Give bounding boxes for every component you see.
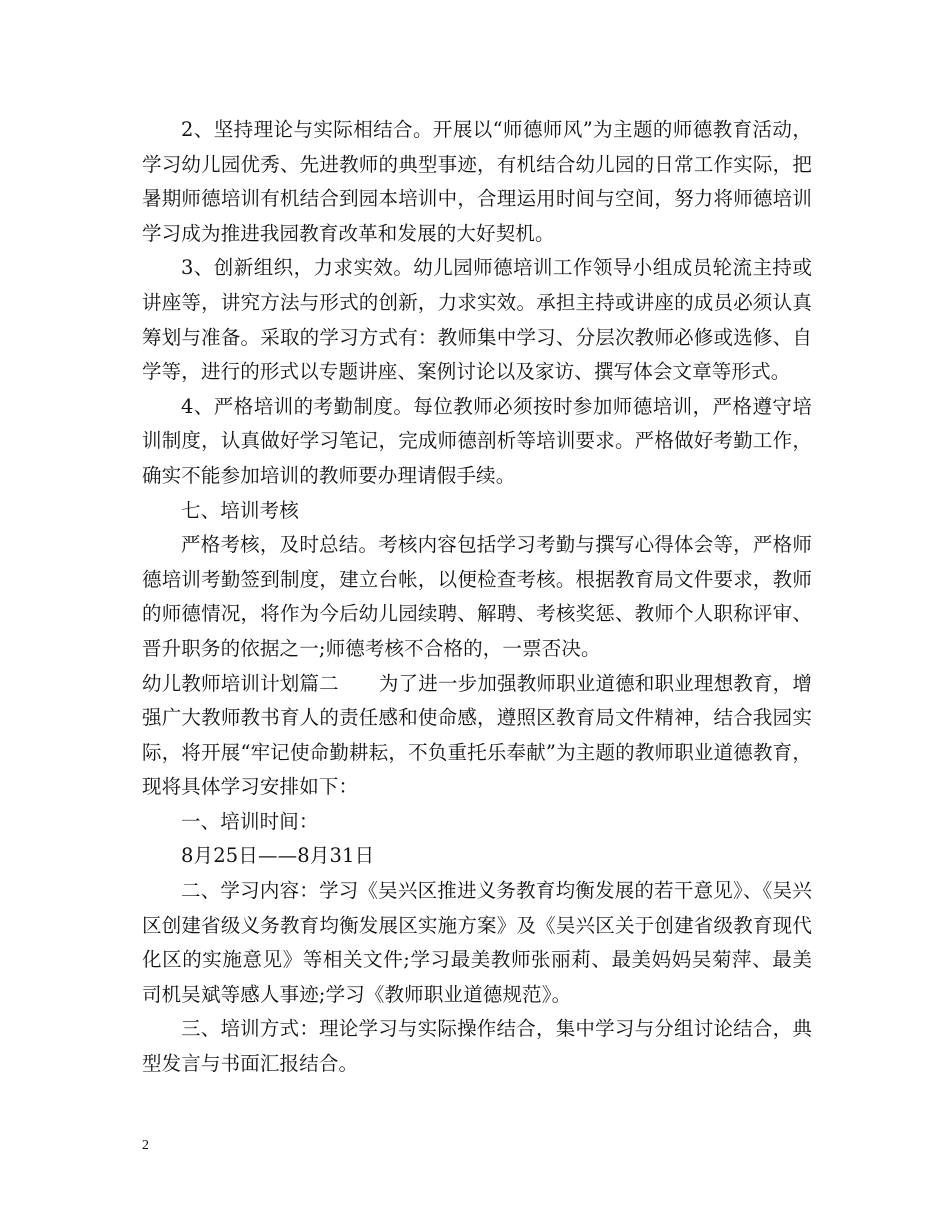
heading-training-assessment: 七、培训考核 (181, 498, 299, 522)
paragraph-section-two-intro (142, 667, 812, 805)
section-intro-text: 为了进一步加强教师职业道德和职业理想教育，增强广大教师教书育人的责任感和使命感，遵照区教育局文件精神，结合我园实际，将开展“牢记使命勤耕耘，不负重托乐奉献”为主题的教师职业道德教育，现将具体学习安排如下： (142, 671, 812, 799)
item-training-time-heading: 一、培训时间： (181, 809, 319, 833)
paragraph-principle-4: 4、严格培训的考勤制度。每位教师必须按时参加师德培训，严格遵守培训制度，认真做好学习笔记，完成师德剖析等培训要求。严格做好考勤工作，确实不能参加培训的教师要办理请假手续。 (142, 394, 812, 487)
item-study-content: 二、学习内容：学习《吴兴区推进义务教育均衡发展的若干意见》、《吴兴区创建省级义务教育均衡发展区实施方案》及《吴兴区关于创建省级教育现代化区的实施意见》等相关文件;学习最美教师张丽莉、最美妈妈吴菊萍、最美司机吴斌等感人事迹;学习《教师职业道德规范》。 (142, 879, 812, 1006)
section-title: 幼儿教师培训计划篇二 (142, 671, 339, 695)
paragraph-principle-3: 3、创新组织，力求实效。幼儿园师德培训工作领导小组成员轮流主持或讲座等，讲究方法与形式的创新，力求实效。承担主持或讲座的成员必须认真筹划与准备。采取的学习方式有：教师集中学习、分层次教师必修或选修、自学等，进行的形式以专题讲座、案例讨论以及家访、撰写体会文章等形式。 (142, 256, 812, 384)
paragraph-principle-2: 2、坚持理论与实际相结合。开展以“师德师风”为主题的师德教育活动，学习幼儿园优秀、先进教师的典型事迹，有机结合幼儿园的日常工作实际，把暑期师德培训有机结合到园本培训中，合理运用时间与空间，努力将师德培训学习成为推进我园教育改革和发展的大好契机。 (142, 118, 812, 245)
document-body (142, 113, 812, 1082)
paragraph-assessment: 严格考核，及时总结。考核内容包括学习考勤与撰写心得体会等，严格师德培训考勤签到制度，建立台帐，以便检查考核。根据教育局文件要求，教师的师德情况，将作为今后幼儿园续聘、解聘、考核奖惩、教师个人职称评审、晋升职务的依据之一;师德考核不合格的，一票否决。 (142, 533, 812, 660)
item-training-method: 三、培训方式：理论学习与实际操作结合，集中学习与分组讨论结合，典型发言与书面汇报结合。 (142, 1017, 812, 1076)
item-training-dates: 8月25日——8月31日 (181, 844, 375, 868)
page-number: 2 (142, 1138, 149, 1153)
